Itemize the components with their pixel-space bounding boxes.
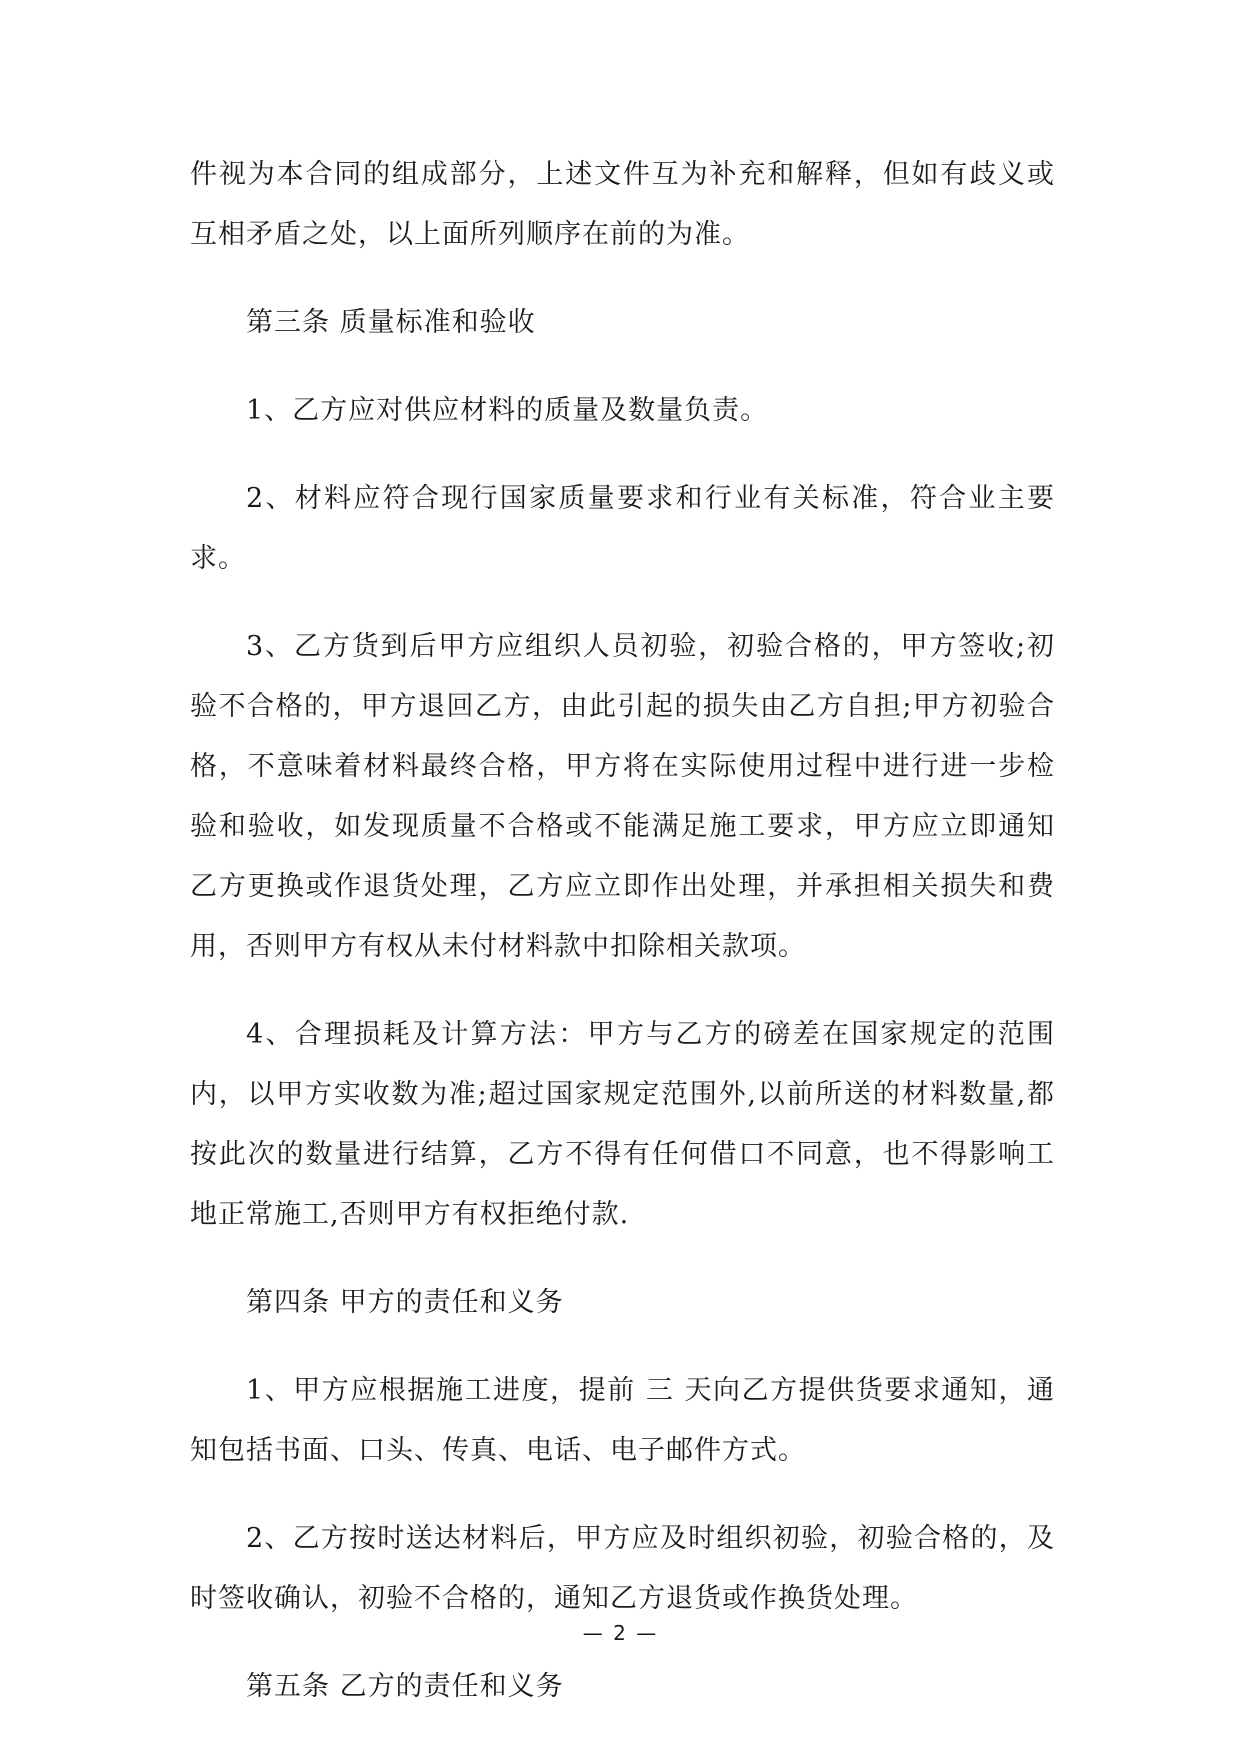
paragraph-continuation: 件视为本合同的组成部分，上述文件互为补充和解释，但如有歧义或互相矛盾之处，以上面所列顺序在前的为准。 xyxy=(190,159,1055,250)
document-body xyxy=(190,145,1055,1745)
clause-3-3: 3、乙方货到后甲方应组织人员初验，初验合格的，甲方签收;初验不合格的，甲方退回乙方，由此引起的损失由乙方自担;甲方初验合格，不意味着材料最终合格，甲方将在实际使用过程中进行进一步检验和验收，如发现质量不合格或不能满足施工要求，甲方应立即通知乙方更换或作退货处理，乙方应立即作出处理，并承担相关损失和费用，否则甲方有权从未付材料款中扣除相关款项。 xyxy=(190,631,1055,962)
section-heading-article-3: 第三条 质量标准和验收 xyxy=(246,307,536,338)
page-number: — 2 — xyxy=(582,1621,659,1645)
section-heading-article-4: 第四条 甲方的责任和义务 xyxy=(246,1287,564,1318)
clause-3-2: 2、材料应符合现行国家质量要求和行业有关标准，符合业主要求。 xyxy=(190,483,1055,574)
section-heading-article-5: 第五条 乙方的责任和义务 xyxy=(246,1671,564,1702)
clause-4-2: 2、乙方按时送达材料后，甲方应及时组织初验，初验合格的，及时签收确认，初验不合格的，通知乙方退货或作换货处理。 xyxy=(190,1523,1055,1614)
clause-3-4: 4、合理损耗及计算方法：甲方与乙方的磅差在国家规定的范围内，以甲方实收数为准;超过国家规定范围外,以前所送的材料数量,都按此次的数量进行结算，乙方不得有任何借口不同意，也不得影响工地正常施工,否则甲方有权拒绝付款. xyxy=(190,1019,1055,1230)
clause-3-1: 1、乙方应对供应材料的质量及数量负责。 xyxy=(246,395,769,426)
clause-4-1: 1、甲方应根据施工进度，提前 三 天向乙方提供货要求通知，通知包括书面、口头、传真、电话、电子邮件方式。 xyxy=(190,1375,1055,1466)
